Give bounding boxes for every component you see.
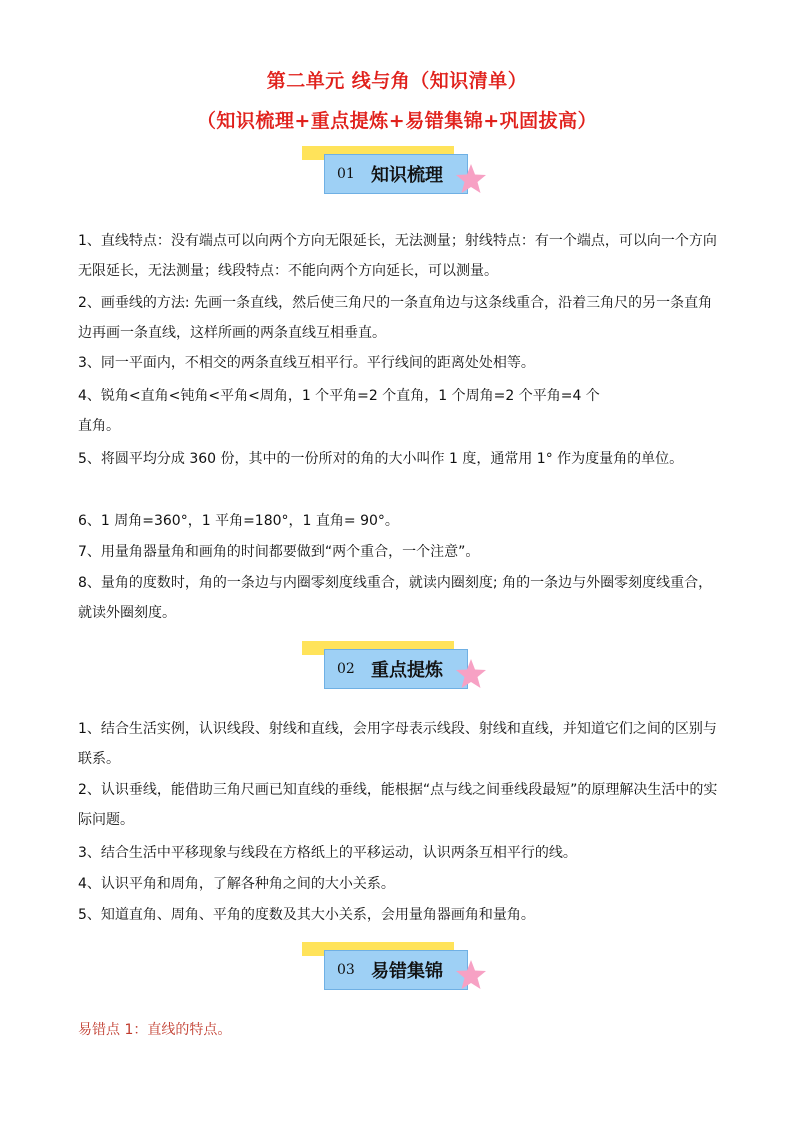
section-label: 重点提炼 xyxy=(371,660,443,681)
section-number: 01 xyxy=(337,166,355,182)
section-badge-knowledge xyxy=(296,146,496,202)
knowledge-item-7: 7、用量角器量角和画角的时间都要做到“两个重合，一个注意”。 xyxy=(78,544,480,560)
knowledge-item-6: 6、1 周角=360°，1 平角=180°，1 直角= 90°。 xyxy=(78,513,399,529)
knowledge-item-4: 4、锐角<直角<钝角<平角<周角，1 个平角=2 个直角，1 个周角=2 个平角=4 个 xyxy=(78,388,600,404)
section-number: 03 xyxy=(337,962,355,978)
knowledge-item-3: 3、同一平面内，不相交的两条直线互相平行。平行线间的距离处处相等。 xyxy=(78,355,535,371)
keypoint-item-4: 4、认识平角和周角，了解各种角之间的大小关系。 xyxy=(78,876,395,892)
page-title: 第二单元 线与角（知识清单） xyxy=(266,70,528,92)
knowledge-item-1: 1、直线特点：没有端点可以向两个方向无限延长，无法测量；射线特点：有一个端点，可以向一个方向无限延长，无法测量；线段特点：不能向两个方向延长，可以测量。 xyxy=(78,233,717,279)
star-icon xyxy=(454,162,488,196)
page-subtitle: （知识梳理+重点提炼+易错集锦+巩固拔高） xyxy=(196,110,598,132)
section-badge-errors xyxy=(296,942,496,998)
keypoint-item-3: 3、结合生活中平移现象与线段在方格纸上的平移运动，认识两条互相平行的线。 xyxy=(78,845,577,861)
section-label: 知识梳理 xyxy=(371,165,443,186)
knowledge-item-4-cont: 直角。 xyxy=(78,418,120,434)
section-badge-keypoints xyxy=(296,641,496,697)
keypoint-item-1: 1、结合生活实例，认识线段、射线和直线，会用字母表示线段、射线和直线，并知道它们之间的区别与联系。 xyxy=(78,721,717,767)
knowledge-item-5: 5、将圆平均分成 360 份，其中的一份所对的角的大小叫作 1 度，通常用 1° 作为度量角的单位。 xyxy=(78,451,684,467)
section-number: 02 xyxy=(337,661,355,677)
badge-box xyxy=(324,154,468,194)
star-icon xyxy=(454,958,488,992)
badge-box xyxy=(324,950,468,990)
error-point-1: 易错点 1：直线的特点。 xyxy=(78,1022,232,1038)
knowledge-item-8: 8、量角的度数时，角的一条边与内圈零刻度线重合，就读内圈刻度; 角的一条边与外圈零刻度线重合，就读外圈刻度。 xyxy=(78,575,713,621)
knowledge-item-2: 2、画垂线的方法: 先画一条直线，然后使三角尺的一条直角边与这条线重合，沿着三角尺的另一条直角边再画一条直线，这样所画的两条直线互相垂直。 xyxy=(78,295,713,341)
badge-box xyxy=(324,649,468,689)
keypoint-item-2: 2、认识垂线，能借助三角尺画已知直线的垂线，能根据“点与线之间垂线段最短”的原理解决生活中的实际问题。 xyxy=(78,782,718,828)
star-icon xyxy=(454,657,488,691)
section-label: 易错集锦 xyxy=(371,961,443,982)
keypoint-item-5: 5、知道直角、周角、平角的度数及其大小关系，会用量角器画角和量角。 xyxy=(78,907,535,923)
